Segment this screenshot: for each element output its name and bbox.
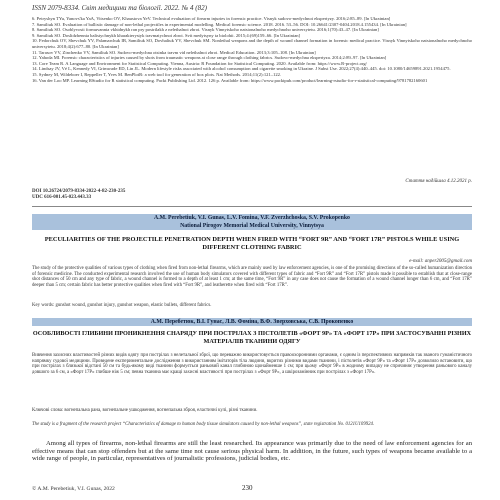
reference-item: 13. Core Team R. A Language and Environment for Statistical Computing. Vienna, Austria: R Foundation for Statistical Computing. 2020. Available from: https://www.R-project.org/ — [32, 60, 367, 66]
authors-uk: А.М. Перебетюк, В.І. Гунас, Л.В. Фоміна, В.Ф. Зверховська, С.В. Прокопенко — [32, 318, 472, 326]
doi-line: DOI 10.26724/2079-8334-2022-4-82-230-235 — [32, 189, 126, 194]
reference-list — [32, 16, 472, 83]
affiliation-en: National Pirogov Memorial Medical University, Vinnytsya — [32, 222, 472, 230]
body-paragraph: Among all types of firearms, non-lethal firearms are still the least researched. Its appearance was primarily due to the need of law enforcement agencies for an effective means that can stop offenders but at the same time not cause serious physical harm. In addition, in the future, such types of weapons became available to a wide range of people, in particular, representatives of journalistic professions, judicial bodies, etc. — [32, 440, 472, 463]
abstract-en: The study of the protective qualities of various types of clothing when fired from non-lethal firearms, which are mainly used by law enforcement agencies, is one of the promising directions of the so-called humanization direction of forensic medicine. The conducted experimental research involved the use of human body simulators covered with different types of fabric and “Fort 9R” and “Fort 17R” pistols made it possible to establish that at close-range shot distances of 50 cm and any type of fabric, a wound channel is formed to a depth of at least 1 cm; at the same time, “Fort 9R” in any case does not cause the formation of a wound channel longer than 6 cm, and “Fort 17R” deeper than 5 cm; certain fabric has better protective qualities when fired with “Fort 9R”, and leatherette when fired with “Fort 17R”. — [32, 266, 472, 288]
authors-en: A.M. Perebetiuk, V.I. Gunas, L.V. Fomina, V.F. Zverzhchoska, S.V. Prokopenko — [32, 214, 472, 222]
received-date: Стаття надійшла 4.12.2021 р. — [405, 179, 472, 184]
reference-item: 12. Yahoda MI. Forensic characteristics of injuries caused by shots from traumatic weapons at close range through clothing fabrics. Sudovo-medychna ekspertyza. 2014;2:89–97. [In Ukrainian] — [32, 55, 387, 61]
journal-header: ISSN 2079-8334. Світ медицини та біології. 2022. № 4 (82) — [32, 4, 207, 12]
article-title-uk: ОСОБЛИВОСТІ ГЛИБИНИ ПРОНИКНЕННЯ СНАРЯДУ ПРИ ПОСТРІЛАХ З ПІСТОЛЕТІВ «ФОРТ 9Р» ТА «ФОРТ 17Р» ПРИ ЗАСТОСУВАННІ РІЗНИХ МАТЕРІАЛІВ ТКАНИНИ ОДЯГУ — [32, 330, 472, 345]
abstract-uk: Вивчення захисних властивостей різних видів одягу при пострілах з нелетальної зброї, що переважно використовується правоохоронними органами, є одним із перспективних напрямків так званого гуманістичного напрямку судової медицини. Проведене експериментальне дослідження з використанням імітаторів тіла людини, вкритих різними видами тканини, і пістолетів «Форт 9Р» та «Форт 17Р» дозволило встановити, що при пострілах з близької відстані 50 см та будь-якому виді тканини формується раньовий канал глибиною щонайменше 1 см; при цьому «Форт 9Р» в жодному випадку не спричиняє утворення раньового каналу довшого за 6 см, а «Форт 17Р» глибше ніж 5 см; певна тканина має кращі захисні властивості при пострілах з «Форт 9Р», а шкірозамінник при пострілах з «Форт 17Р». — [32, 353, 472, 375]
keywords-en: Key words: gunshot wound, gunshot injury, gunshot weapon, elastic bullets, different fabrics. — [32, 303, 212, 308]
article-title-en: PECULIARITIES OF THE PROJECTILE PENETRATION DEPTH WHEN FIRED WITH “FORT 9R” AND “FORT 17R” PISTOLS WHILE USING DIFFERENT CLOTHING FABRIC — [44, 236, 460, 251]
reference-item: 15. Sydney M, Wildeboer I, Reppeller T, Yves M. BenPlotR: a web tool for generation of box plots. Nat Methods. 2014;11(2):121–122. — [32, 71, 282, 77]
reference-item: 9. Samiliuk SO. Doslidzhennia balistychnykh kharakterystyk travmatychnoi zbroi. Svit medytsyny ta biolohii. 2015;4:(69)159–66. [In Ukrainian] — [32, 32, 301, 38]
reference-item: 14. Lindsay JV, Vé L, Kennedy VI, Grimwade ED, Lin JL. Modern lifestyle risks associated with alcohol consumption and cigarette smoking in Ukraine. J Subst Use. 2022;27(4):440–445. doi: 10.1080/14659891.2021.1954475. — [32, 66, 451, 72]
udc-line: UDC 616-001.45-023.443.33 — [32, 195, 92, 200]
reference-item: 16. Van der Loo MP. Learning RStudio for R statistical computing. Packt Publishing Ltd. 2012. 126 p. Available from: https://www.packtpub.com/product/learning-rstudio-for-r-statistical-computing/9781782160601 — [32, 77, 428, 83]
keywords-uk: Ключові слова: вогнепальна рана, вогнепальне ушкодження, вогнепальна зброя, еластичні кулі, різні тканини. — [32, 408, 258, 413]
divider — [32, 206, 472, 207]
author-email: e-mail: anper2005@gmail.com — [409, 259, 472, 264]
copyright: © A.M. Perebetiuk, V.I. Gunas, 2022 — [32, 486, 115, 492]
reference-item: 6. Petryshyn TYu, Yanovs'ka YaA, Vitsenko OV, Khaustova YeV. Technical evaluation of firearm injuries in forensic practice. Visnyk sudovo-medychnoi ekspertyzy. 2016;2:85–89. [In Ukrainian] — [32, 16, 391, 21]
funding-note: The study is a fragment of the research project “Characteristics of damage to human body tissue simulators caused by non-lethal weapons”, state registration No. 0121U109924. — [32, 422, 375, 427]
reference-item: 10. Fedorchuk OV, Shevchuk YV, Palamarchuk IB, Samiliuk SO, Dovhaliuk YV, Shevchuk SM. Nonlethal weapons and the depth of wound channel formation in forensic medical practice. Visnyk Vinnytskoho natsionalnoho medychnoho universytetu. 2018;4(2):677–80. [In Ukrainian] — [32, 38, 472, 49]
reference-item: 8. Samiliuk SO. Osoblyvosti formuvannia vkhidnykh ran pry postrilakh z nelethalnoi zbroi. Visnyk Vinnytskoho natsionalnoho medychnoho universytetu. 2016;1(70):43–47. [In Ukrainian] — [32, 27, 379, 33]
page-number: 230 — [242, 484, 253, 492]
reference-item: 11. Tarasov VV, Zinchenko VV, Samiliuk SO. Sudovo-medychna otsinka travm vid nelethalnoi zbroi. Medical Education. 2013;3:105–108. [In Ukrainian] — [32, 49, 316, 55]
reference-item: 7. Samiliuk SO. Evaluation of ballistic damage of non-lethal projectiles in experimental modelling. Medical forensic science. 2018. 2016. 53–56. DOI: 10.26641/2307-0404.2018.4.155434. [In Ukrainian] — [32, 21, 407, 27]
